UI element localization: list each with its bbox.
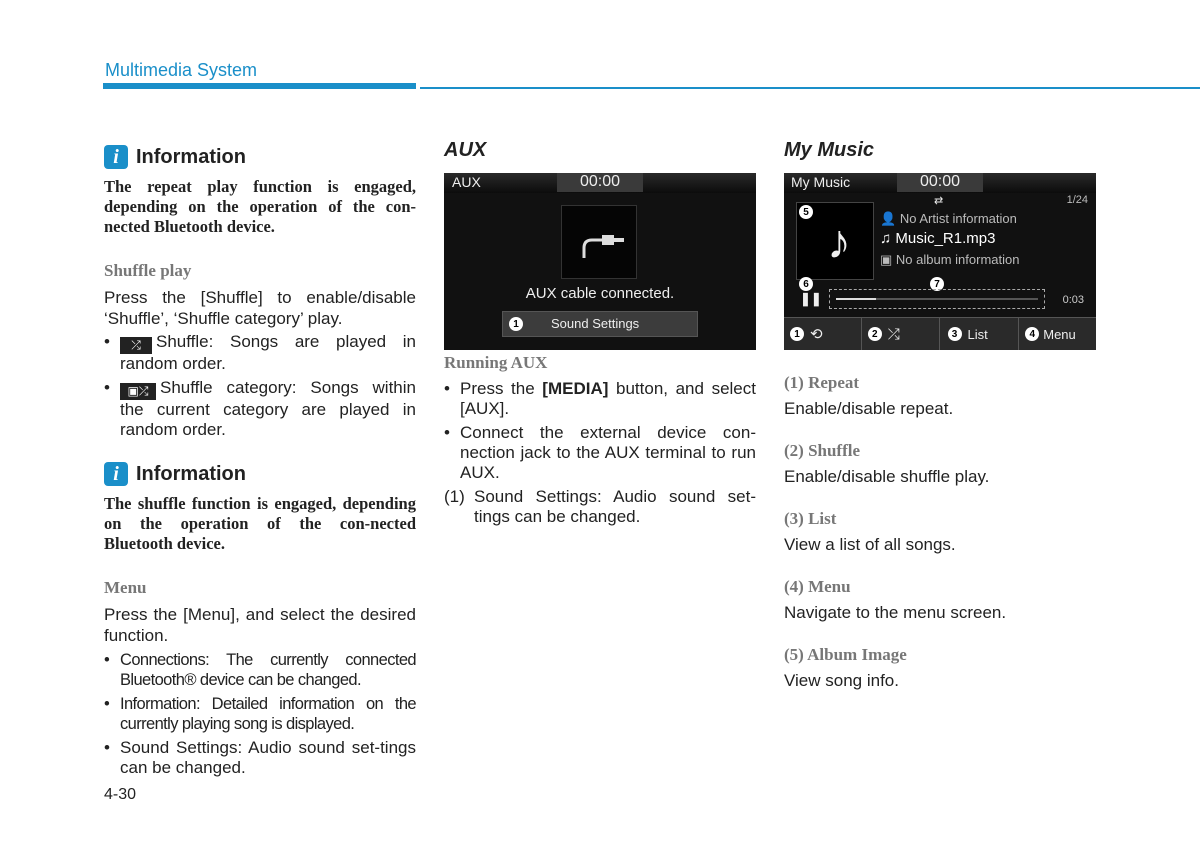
shuffle-text: Press the [Shuffle] to enable/disable ‘Shuffle’, ‘Shuffle category’ play.	[104, 288, 416, 328]
elapsed-time: 0:03	[1062, 294, 1084, 306]
note: (1) Sound Settings: Audio sound set-tings can be changed.	[444, 487, 756, 526]
menu-button[interactable]: 4 Menu	[1019, 318, 1096, 350]
list-item: (5) Album Image View song info.	[784, 645, 907, 690]
list-item: • ▣⤮ Shuffle category: Songs within the current category are played in random order.	[104, 378, 416, 440]
song-icon: ♫	[880, 230, 896, 247]
callout-badge: 6	[799, 277, 813, 291]
screen-topbar	[784, 173, 1096, 193]
sound-settings-button[interactable]	[502, 311, 698, 337]
shuffle-button[interactable]	[862, 318, 940, 350]
list-item: • ⤮ Shuffle: Songs are played in random order.	[104, 332, 416, 374]
info-title: Information	[136, 145, 246, 168]
my-music-title: My Music	[784, 139, 875, 161]
list-item: • Connect the external device con-nection jack to the AUX terminal to run AUX.	[444, 423, 756, 483]
running-heading: Running AUX	[444, 353, 548, 372]
screen-time: 00:00	[897, 173, 983, 192]
album-row: ▣ No album information	[880, 252, 1020, 267]
list-item: • Information: Detailed information on the currently playing song is displayed.	[104, 694, 416, 734]
running-aux-section	[444, 353, 756, 527]
info-title: Information	[136, 462, 246, 485]
artist-row: 👤 No Artist information	[880, 211, 1017, 226]
pause-icon[interactable]: ❚❚	[800, 291, 822, 306]
callout-badge: 4	[1025, 327, 1039, 341]
shuffle-heading: Shuffle play	[104, 261, 192, 280]
shuffle-section	[104, 261, 416, 440]
callout-badge: 1	[509, 317, 523, 331]
list-item: (3) List View a list of all songs.	[784, 509, 956, 554]
artist-icon: 👤	[880, 211, 900, 226]
feature-list	[784, 373, 1096, 691]
repeat-status-icon: ⇄	[934, 195, 944, 207]
music-note-icon: ♪	[827, 216, 851, 269]
list-item: • Press the [MEDIA] button, and select [AUX].	[444, 379, 756, 419]
album-icon: ▣	[880, 252, 896, 267]
list-item: (2) Shuffle Enable/disable shuffle play.	[784, 441, 990, 486]
list-item: • Sound Settings: Audio sound set-tings can be changed.	[104, 738, 416, 778]
header-accent-bar	[103, 83, 416, 89]
list-item: (4) Menu Navigate to the menu screen.	[784, 577, 1007, 622]
song-row: ♫ Music_R1.mp3	[880, 230, 996, 247]
menu-section	[104, 578, 416, 778]
menu-heading: Menu	[104, 578, 147, 597]
screen-label: My Music	[791, 174, 851, 190]
repeat-button[interactable]	[784, 318, 862, 350]
callout-badge: 5	[799, 205, 813, 219]
my-music-screen	[784, 173, 1096, 350]
bottom-bar	[784, 317, 1096, 350]
screen-time: 00:00	[557, 173, 643, 192]
list-item: (1) Repeat Enable/disable repeat.	[784, 373, 954, 418]
info-box-repeat	[104, 145, 416, 237]
callout-badge: 3	[948, 327, 962, 341]
info-icon: i	[104, 462, 128, 486]
list-button[interactable]: 3 List	[940, 318, 1020, 350]
header-rule	[420, 87, 1200, 89]
shuffle-icon: ⤮	[120, 337, 152, 354]
info-icon: i	[104, 145, 128, 169]
menu-text: Press the [Menu], and select the desired function.	[104, 605, 416, 645]
progress-fill	[836, 298, 876, 300]
info-text: The repeat play function is engaged, depending on the operation of the con-nected Bluetooth device.	[104, 177, 416, 236]
callout-badge: 2	[868, 327, 882, 341]
repeat-icon: ⟲	[810, 326, 823, 343]
progress-bar[interactable]	[829, 289, 1045, 309]
info-text: The shuffle function is engaged, depending on the operation of the con-nected Bluetooth device.	[104, 494, 416, 553]
shuffle-icon: ⤮	[887, 325, 900, 343]
aux-cable-icon	[561, 205, 637, 279]
callout-badge: 7	[930, 277, 944, 291]
aux-title: AUX	[444, 139, 487, 161]
track-count: 1/24	[1066, 194, 1088, 206]
screen-topbar	[444, 173, 756, 193]
page-number: 4-30	[104, 786, 137, 803]
shuffle-category-icon: ▣⤮	[120, 383, 156, 400]
list-item: • Connections: The currently connected Bluetooth® device can be changed.	[104, 650, 416, 690]
section-header: Multimedia System	[105, 60, 258, 80]
callout-badge: 1	[790, 327, 804, 341]
aux-message: AUX cable connected.	[525, 285, 675, 302]
screen-label: AUX	[452, 174, 481, 190]
aux-screen	[444, 173, 756, 350]
button-label: Sound Settings	[551, 316, 640, 331]
info-box-shuffle	[104, 462, 416, 554]
